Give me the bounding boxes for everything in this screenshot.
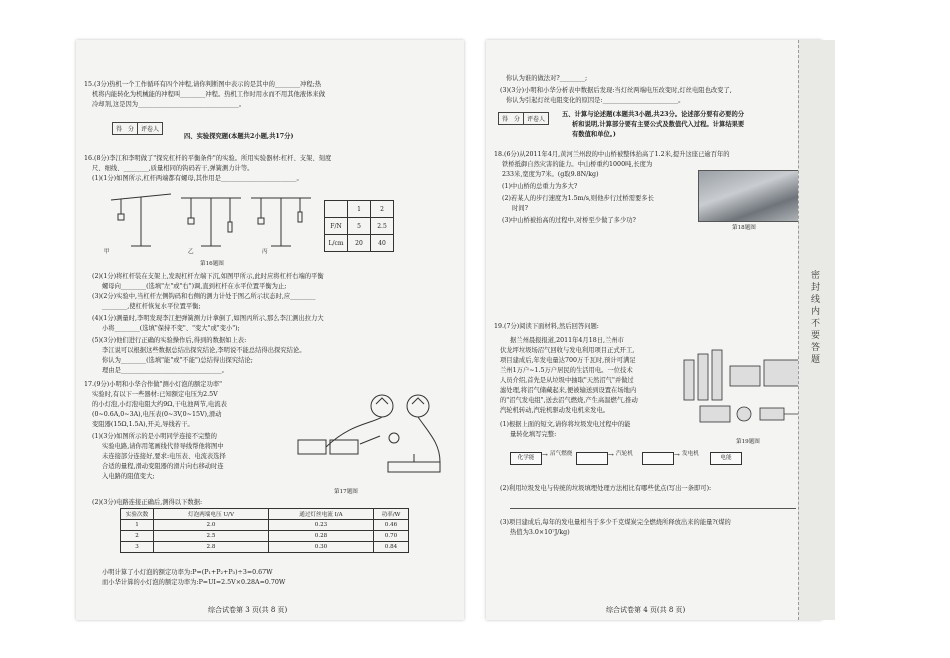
q16-5-line2: 李江说可以根据这些数据总结出探究结论,李明说不能总结得出探究结论。 bbox=[102, 347, 306, 354]
flow-chemical-energy: 化学能 bbox=[510, 452, 542, 465]
flow-electric-energy: 电能 bbox=[710, 452, 742, 465]
score-label-right: 得 分 bbox=[499, 113, 524, 124]
bridge-photo bbox=[698, 170, 804, 222]
binding-strip bbox=[798, 40, 835, 620]
section5-line2: 析和说明,计算部分要有主要公式及数值代入过程。计算结果要 bbox=[572, 121, 745, 128]
r-line1: 你认为谁的做法对?________; bbox=[506, 75, 588, 82]
flow-generator: 发电机 bbox=[682, 451, 699, 457]
q18-line3: 233米,宽度为7米。(g取9.8N/kg) bbox=[502, 171, 599, 178]
page-footer-left: 综合试卷第 3 页(共 8 页) bbox=[208, 606, 288, 614]
answer-line bbox=[510, 508, 796, 509]
exam-page-right bbox=[486, 40, 822, 620]
score-box-right bbox=[498, 112, 549, 125]
circuit-figure bbox=[290, 384, 450, 488]
force-table: 1 2 F/N 5 2.5 L/cm 20 40 bbox=[324, 200, 394, 252]
q16-5-line3: 你认为________(选填"能"或"不能")总结得出探究结论; bbox=[102, 357, 253, 364]
q19-title: 19.(7分)阅读下面材料,然后回答问题: bbox=[494, 323, 599, 330]
fig19-caption: 第19题图 bbox=[736, 439, 760, 445]
flow-blank-1 bbox=[576, 452, 608, 465]
q19-3-line2: 热值为3.0×10⁷J/kg) bbox=[510, 529, 570, 536]
table-row: 3 2.8 0.30 0.84 bbox=[121, 542, 409, 553]
score-box bbox=[112, 122, 163, 135]
page-footer-right: 综合试卷第 4 页(共 8 页) bbox=[606, 606, 686, 614]
q19-p8: 汽轮机转动,汽轮机驱动发电机来发电。 bbox=[500, 407, 610, 414]
q17-calc1: 小明计算了小灯泡的额定功率为:P=(P₁+P₂+P₃)÷3=0.67W bbox=[102, 569, 273, 576]
table-row: 1 2.0 0.23 0.46 bbox=[121, 520, 409, 531]
grader-label-right: 评卷人 bbox=[527, 116, 546, 123]
power-plant-diagram bbox=[680, 330, 808, 434]
fig16-label-a: 甲 bbox=[104, 249, 110, 255]
lever-figure bbox=[106, 188, 316, 254]
q18-line2: 铁桥抵御自然灾害的能力。中山桥重约1000吨,长度为 bbox=[502, 161, 653, 168]
grader-label: 评卷人 bbox=[141, 126, 160, 133]
binding-notice: 密封线内不要答题 bbox=[811, 271, 821, 365]
q19-1-line2: 量转化填写完整: bbox=[510, 431, 557, 438]
q19-p2: 伏龙坪垃圾场沼气回收与发电利用项目正式开工, bbox=[500, 347, 635, 354]
q16-2-line1: (2)(1分)将杠杆装在支架上,发现杠杆左端下沉,如图甲所示,此时应将杠杆右端的平衡 bbox=[92, 273, 324, 280]
q18-line1: 18.(6分)从2011年4月,黄河兰州段的中山桥被整体抬高了1.2米,提升这座已逾百年的 bbox=[494, 151, 730, 158]
flow-arrow-icon: → bbox=[674, 451, 680, 459]
q15-line1: 15.(3分)热机一个工作循环有四个冲程,请你判断图中表示的是其中的________冲程;热 bbox=[84, 81, 322, 88]
r-line2: (3)(3分)小明和小华分析表中数据后发现:当灯丝两端电压改变时,灯丝电阻也改变了, bbox=[500, 87, 732, 94]
flow-gas-burning: 沼气燃烧 bbox=[550, 451, 573, 457]
q18-2-line1: (2)若某人的步行速度为1.5m/s,则他步行过桥需要多长 bbox=[502, 195, 654, 202]
q19-p3: 项目建成后,年发电量达700万千瓦时,预计可满足 bbox=[500, 357, 636, 364]
flow-arrow-icon: → bbox=[542, 451, 548, 459]
q16-4-line2: 小将________(选填"保持不变"、"变大"或"变小"); bbox=[102, 325, 240, 332]
q19-p5: 人员介绍,首先是从垃圾中抽取"天然沼气"并做过 bbox=[500, 377, 634, 384]
q17-line1: 17.(9分)小明和小华合作做"测小灯泡的额定功率" bbox=[84, 381, 223, 388]
q18-1: (1)中山桥的总重力为多大? bbox=[502, 183, 578, 190]
q17-line2: 实验时,有以下一些器材:已知额定电压为2.5V bbox=[92, 391, 218, 398]
q17-1-line3: 未连接部分连接好,要求:电压表、电流表选择 bbox=[102, 453, 226, 460]
fig16-caption: 第16题图 bbox=[200, 261, 224, 267]
q15-line2: 机将内能转化为机械能的冲程叫________冲程。热机工作时用水而不用其他液体来做 bbox=[92, 91, 325, 98]
fig18-caption: 第18题图 bbox=[732, 225, 756, 231]
section5-line1: 五、计算与论述题(本题共3小题,共23分。论述部分要有必要的分 bbox=[562, 111, 745, 118]
fig17-caption: 第17题图 bbox=[334, 489, 358, 495]
q16-5-line4: 理由是________________________________。 bbox=[102, 367, 228, 374]
table-row: 2 2.5 0.28 0.70 bbox=[121, 531, 409, 542]
q18-2-line2: 时间? bbox=[512, 205, 528, 212]
flow-arrow-icon: → bbox=[608, 451, 614, 459]
r-line3: 你认为引起灯丝电阻变化的原因是:________________________。 bbox=[506, 97, 685, 104]
q16-5-line1: (5)(3分)他们进行正确的实验操作后,得到的数据如上表: bbox=[92, 337, 247, 344]
q19-p4: 兰州1万户~1.5万户居民的生活用电。一位技术 bbox=[500, 367, 633, 374]
q17-2: (2)(3分)电路连接正确后,测得以下数据: bbox=[92, 499, 203, 506]
q16-line2: 尺、细线、________,质量相同的钩码若干,弹簧测力计等。 bbox=[92, 165, 254, 172]
flow-turbine: 汽轮机 bbox=[616, 451, 633, 457]
q16-3-line2: ________,使杠杆恢复水平位置平衡; bbox=[102, 303, 201, 310]
q17-1-line4: 合适的量程,滑动变阻器的滑片向右移动时连 bbox=[102, 463, 224, 470]
fig16-label-c: 丙 bbox=[262, 249, 268, 255]
q16-2-line2: 螺母向________(选填"左"或"右")调,直到杠杆在水平位置平衡为止; bbox=[102, 283, 287, 290]
exam-page-left bbox=[76, 40, 464, 620]
q19-p7: 的"沼气发电组",送去沼气燃烧,产生高温燃气,推动 bbox=[500, 397, 638, 404]
q17-line3: 的小灯泡,小灯泡电阻大约9Ω,干电池两节,电流表 bbox=[92, 401, 227, 408]
q17-1-line5: 入电路的阻值变大; bbox=[102, 473, 155, 480]
q19-1-line1: (1)根据上面的短文,请你将垃圾发电过程中的能 bbox=[500, 421, 631, 428]
q16-4-line1: (4)(1分)测量时,李明发现李江把弹簧测力计拿倒了,如图丙所示,那么李江测出拉力大 bbox=[92, 315, 324, 322]
q19-p1: 据兰州晨报报道,2011年4月18日,兰州市 bbox=[510, 337, 624, 344]
fig16-label-b: 乙 bbox=[188, 249, 194, 255]
q19-p6: 滤处理,将沼气储藏起来,便被输送到设置在场地内 bbox=[500, 387, 637, 394]
q16-line3: (1)(1分)如图所示,杠杆两端都有螺母,其作用是________________________。 bbox=[92, 175, 303, 182]
section5-line3: 有数值和单位。) bbox=[572, 131, 616, 138]
q17-line5: 变阻器(15Ω,1.5A),开关,导线若干。 bbox=[92, 421, 194, 428]
q17-1-line1: (1)(3分)如图所示的是小明同学连接不完整的 bbox=[92, 433, 217, 440]
q19-2: (2)利用垃圾发电与传统的垃圾填埋处理方法相比有哪些优点(写出一条即可): bbox=[500, 485, 712, 492]
q16-line1: 16.(8分)李江和李明做了"探究杠杆的平衡条件"的实验。所用实验器材:杠杆、支架、刻度 bbox=[84, 155, 332, 162]
q17-1-line2: 实验电路,请你用笔画线代替导线帮他将图中 bbox=[102, 443, 224, 450]
measurement-table: 实验次数 灯泡两端电压 U/V 通过灯丝电流 I/A 功率/W 1 2.0 0.23 0.46 2 2.5 0.28 0.70 3 2.8 0.30 0.84 bbox=[120, 508, 409, 553]
q16-3-line1: (3)(2分)实验中,当杠杆左侧钩码和右侧的测力计处于图乙所示状态时,应________ bbox=[92, 293, 316, 300]
q17-line4: (0~0.6A,0~3A),电压表(0~3V,0~15V),滑动 bbox=[92, 411, 222, 418]
flow-blank-2 bbox=[642, 452, 674, 465]
score-label: 得 分 bbox=[113, 123, 138, 134]
q18-3: (3)中山桥被抬高的过程中,对桥至少做了多少功? bbox=[502, 217, 636, 224]
q15-line3: 冷却剂,这是因为________________________________。 bbox=[92, 101, 246, 108]
section4-heading: 四、实验探究题(本题共2小题,共17分) bbox=[184, 133, 294, 140]
q17-calc2: 而小华计算的小灯泡的额定功率为:P=UI=2.5V×0.28A=0.70W bbox=[102, 579, 286, 586]
q19-3-line1: (3)项目建成后,每年的发电量相当于多少千克煤炭完全燃烧所释放出来的能量?(煤的 bbox=[500, 519, 731, 526]
